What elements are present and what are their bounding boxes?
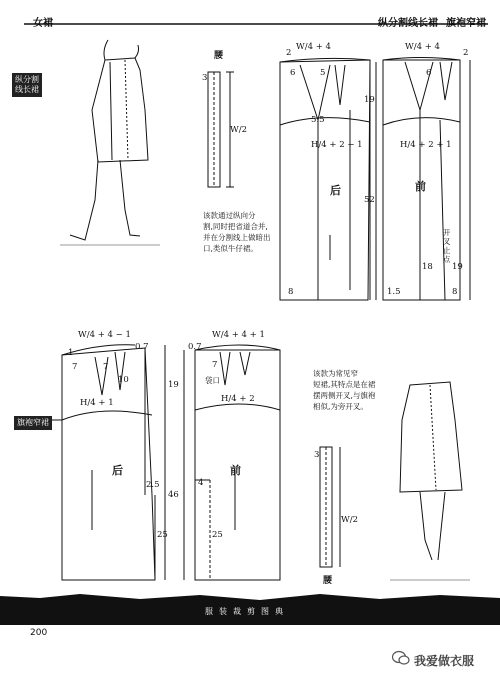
section1-label-line2: 线长裙	[15, 85, 39, 94]
note-1	[203, 210, 271, 254]
back-pattern-top	[280, 58, 376, 300]
page-number: 200	[30, 628, 48, 638]
dim-top-back-waist: W/4 + 4	[296, 42, 331, 52]
dim-19-top: 19	[364, 95, 375, 105]
label-front-bottom: 前	[230, 464, 241, 477]
dim-7-front: 7	[212, 360, 218, 370]
note-1-line: 该款通过纵向分	[203, 211, 256, 220]
dim-25-right: 25	[212, 530, 223, 540]
section1-label-line1: 纵分割	[15, 75, 39, 84]
dim-25b: 2.5	[146, 480, 160, 490]
note-1-line: 口,类似牛仔裙。	[203, 244, 258, 253]
dim-8-left: 8	[288, 287, 294, 297]
note-1-line: 并在分割线上做暗出	[203, 233, 271, 242]
dim-7-back: 7	[72, 362, 78, 372]
dim-bottom-front-hip: H/4 + 2	[221, 394, 255, 404]
watermark: 我爱做衣服	[414, 654, 475, 668]
dim-19-side: 19	[452, 262, 463, 272]
dim-2-back: 2	[286, 48, 292, 58]
dim-19-bottom: 19	[168, 380, 179, 390]
dim-8-right: 8	[452, 287, 458, 297]
waistband-2-three: 3	[314, 450, 320, 460]
dim-bottom-back-waist: W/4 + 4 − 1	[78, 330, 131, 340]
waistband-1-width: W/2	[230, 125, 248, 135]
dim-bottom-back-hip: H/4 + 1	[80, 398, 114, 408]
dim-07-front: 0.7	[188, 342, 202, 352]
dim-top-front-waist: W/4 + 4	[405, 42, 440, 52]
label-back-top: 后	[330, 184, 341, 197]
dim-18: 18	[422, 262, 433, 272]
wechat-icon	[392, 650, 410, 670]
dim-1: 1	[68, 348, 74, 358]
header-right-1: 纵分割线长裙	[378, 18, 438, 29]
dim-15: 1.5	[387, 287, 401, 297]
dim-4: 4	[198, 478, 204, 488]
dim-2-front: 2	[463, 48, 469, 58]
dim-bottom-front-waist: W/4 + 4 + 1	[212, 330, 265, 340]
dim-top-front-hip: H/4 + 2 + 1	[400, 140, 452, 150]
dim-6-front: 6	[426, 68, 432, 78]
dim-10: 10	[118, 375, 129, 385]
note-1-line: 割,同时把省道合并,	[203, 222, 268, 231]
note-2-line: 该款为常见窄	[313, 369, 358, 378]
waistband-label-1: 腰	[214, 51, 224, 61]
label-side-open: 开叉止点	[443, 228, 451, 264]
dim-07-back: 0.7	[135, 342, 149, 352]
label-back-bottom: 后	[112, 464, 123, 477]
section1-label	[12, 73, 42, 97]
note-2-line: 短裙,其特点是在裙	[313, 380, 376, 389]
waistband-2-width: W/2	[341, 515, 359, 525]
note-2	[313, 368, 375, 412]
dim-25-left: 25	[157, 530, 168, 540]
header-left: 女裙	[33, 18, 53, 29]
waistband-2	[320, 447, 340, 567]
skirt-illustration-2	[390, 382, 470, 580]
dim-52-top: 52	[364, 195, 375, 205]
skirt-illustration-1	[60, 40, 160, 245]
note-2-line: 摆两侧开叉,与旗袍	[313, 391, 376, 400]
note-2-line: 相似,为旁开叉。	[313, 402, 368, 411]
label-slit: 袋口	[205, 376, 220, 385]
dim-55: 5.5	[311, 115, 325, 125]
section2-label: 旗袍窄裙	[14, 416, 52, 430]
waistband-label-2: 腰	[323, 576, 333, 586]
header-right-2: 旗袍窄裙	[446, 18, 486, 29]
dim-top-back-hip: H/4 + 2 − 1	[311, 140, 363, 150]
dim-46: 46	[168, 490, 179, 500]
back-pattern-bottom	[30, 345, 165, 580]
footer-title: 服装裁剪图典	[205, 607, 289, 616]
label-front-top: 前	[415, 180, 426, 193]
waistband-1-three: 3	[202, 73, 208, 83]
dim-5-back: 5	[320, 68, 326, 78]
dim-7-back-2: 7	[103, 362, 109, 372]
dim-6-back: 6	[290, 68, 296, 78]
